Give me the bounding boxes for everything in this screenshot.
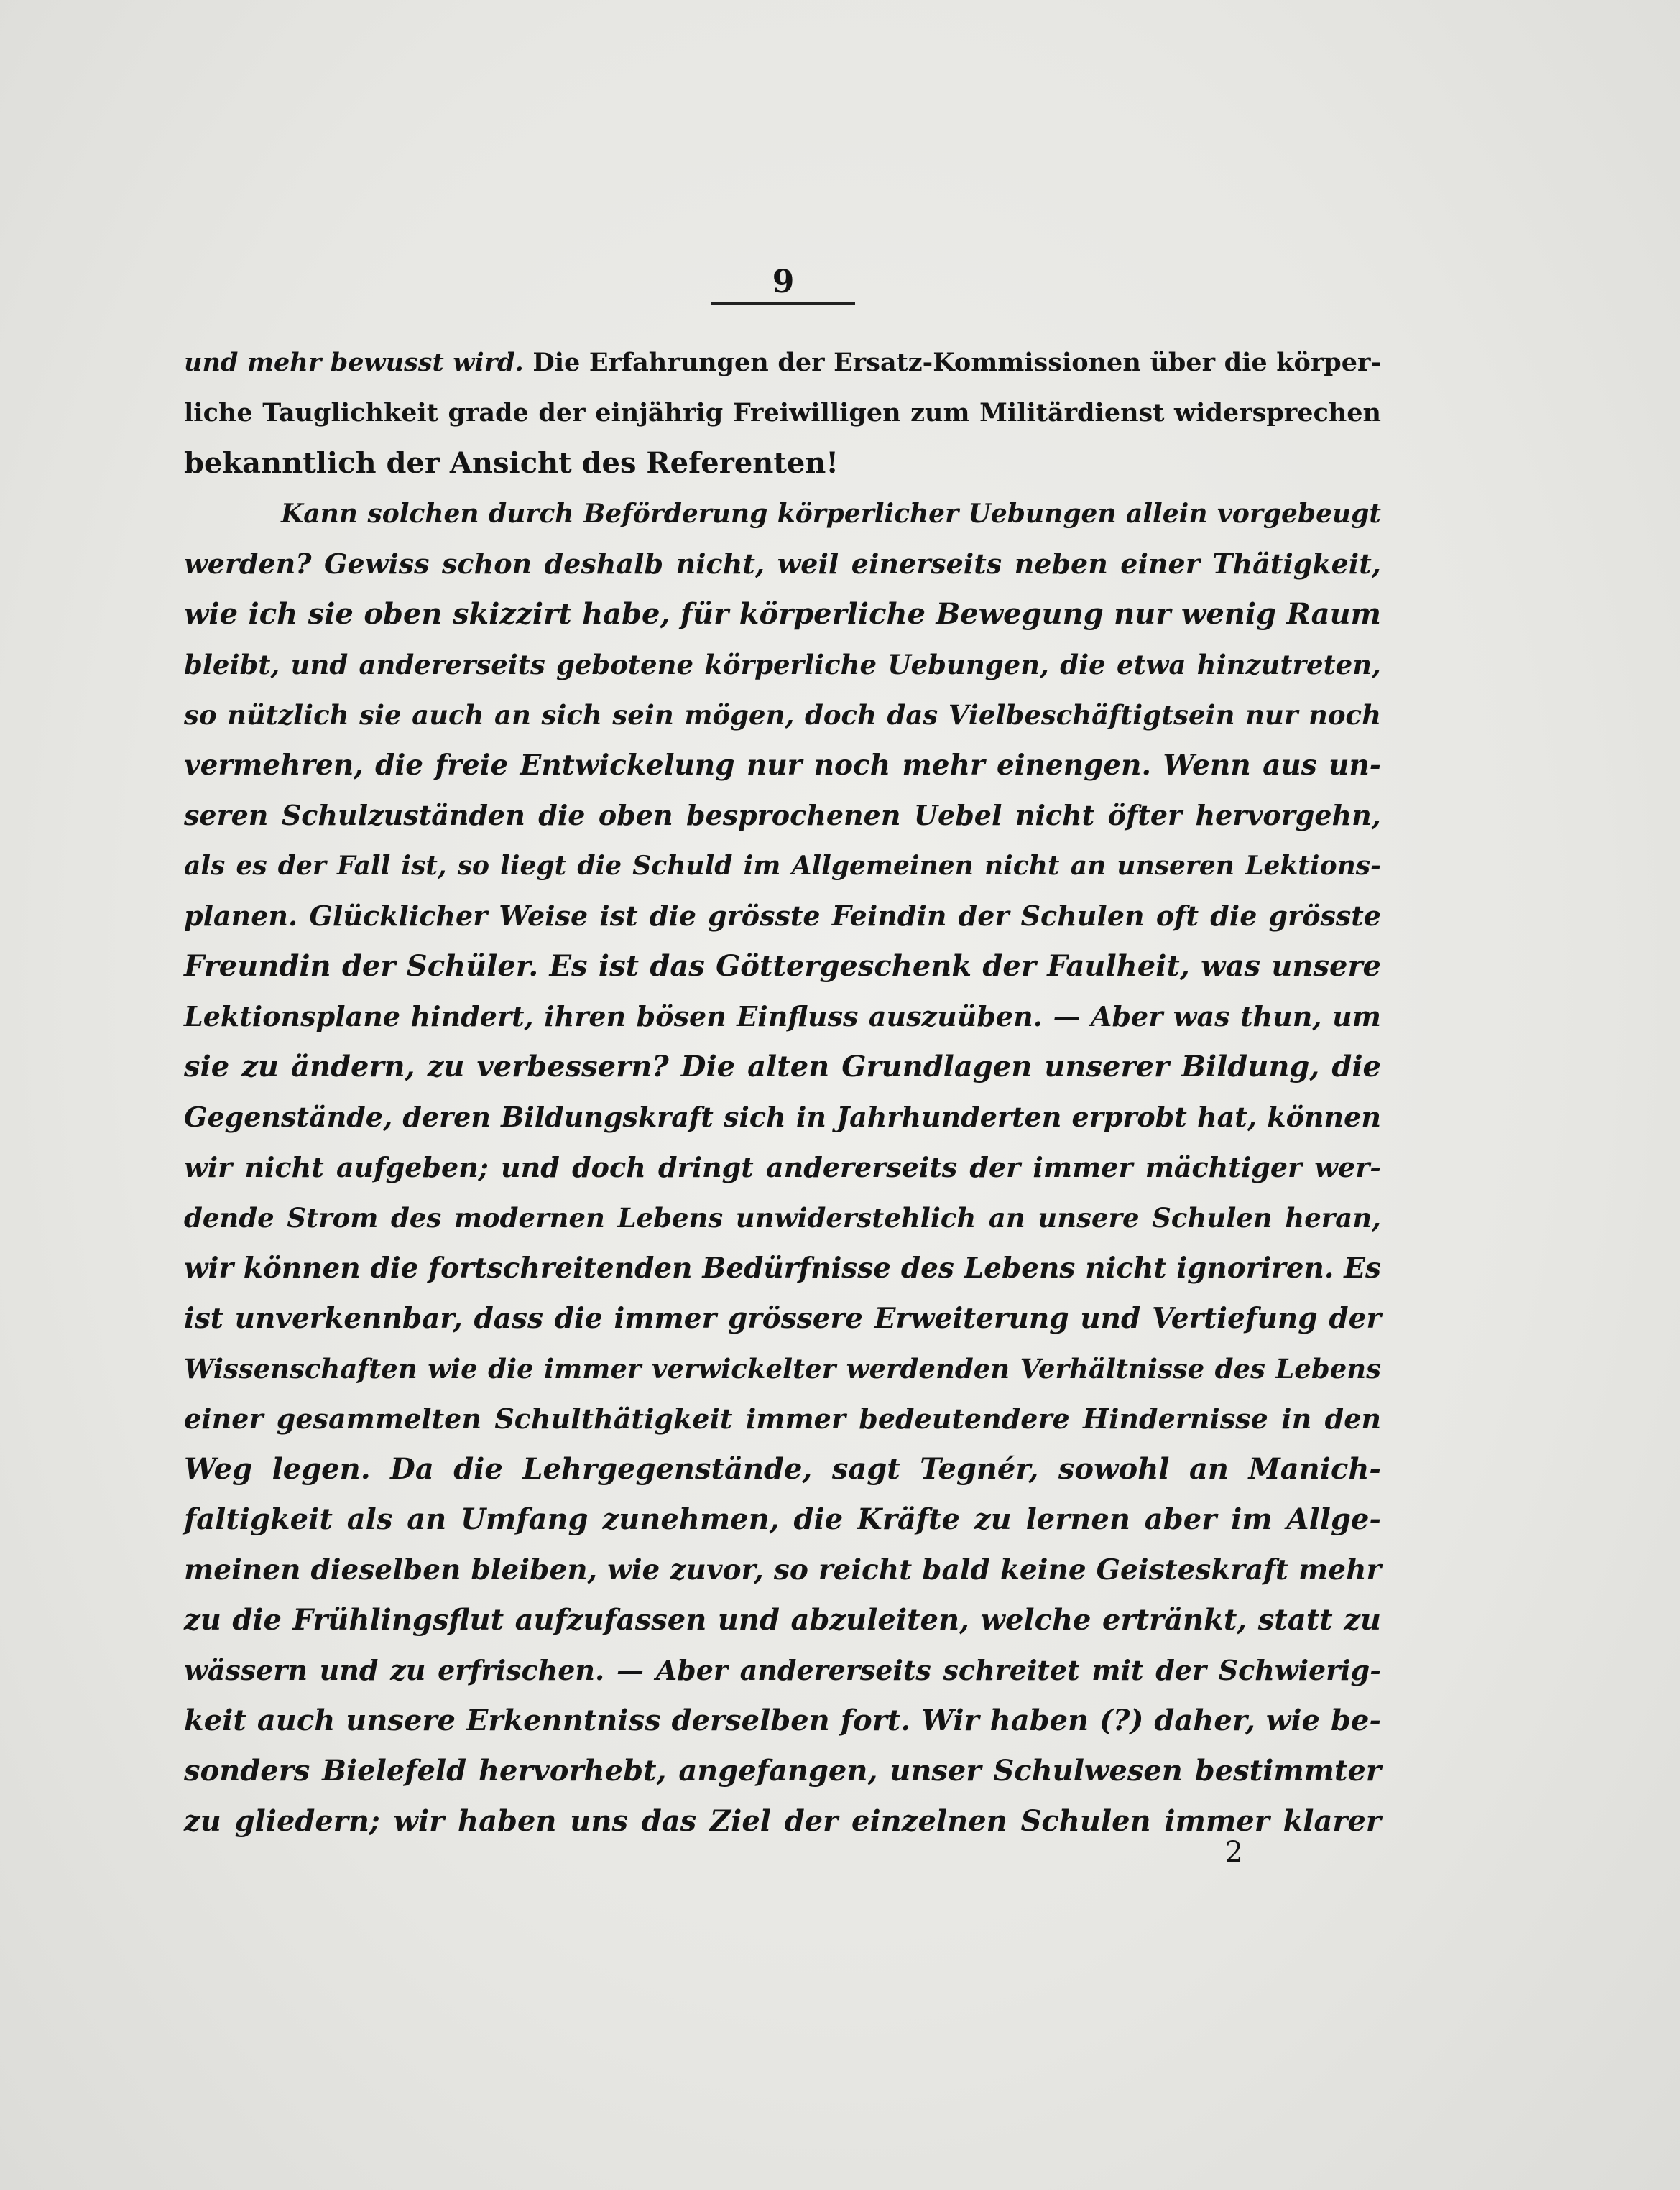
text-segment: wir nicht aufgeben; und doch dringt andererseits der immer mächtiger wer- [184,1151,1381,1183]
text-segment: wässern und zu erfrischen. — Aber andererseits schreitet mit der Schwierig- [184,1654,1381,1686]
text-segment: zu die Frühlingsflut aufzufassen und abzuleiten, welche ertränkt, statt zu [184,1603,1381,1637]
text-segment: ist unverkennbar, dass die immer grössere Erweiterung und Vertiefung der [184,1302,1381,1335]
text-line [184,790,1381,841]
text-line [184,1293,1381,1344]
text-segment: seren Schulzuständen die oben besprochenen Uebel nicht öfter hervorgehn, [184,799,1381,831]
text-segment: sie zu ändern, zu verbessern? Die alten Grundlagen unserer Bildung, die [184,1050,1381,1084]
text-line [184,1344,1381,1394]
text-line [184,589,1381,639]
text-segment: meinen dieselben bleiben, wie zuvor, so reicht bald keine Geisteskraft mehr [184,1553,1381,1586]
text-segment: vermehren, die freie Entwickelung nur noch mehr einengen. Wenn aus un- [184,749,1381,782]
text-segment: werden? Gewiss schon deshalb nicht, weil einerseits neben einer Thätigkeit, [184,548,1381,580]
text-line [184,690,1381,740]
text-line [184,1092,1381,1142]
text-line [184,941,1381,992]
text-line [184,1595,1381,1645]
text-line [184,1042,1381,1092]
text-line [184,338,1381,388]
text-line [184,1645,1381,1696]
text-line [184,1444,1381,1494]
text-segment: so nützlich sie auch an sich sein mögen, doch das Vielbeschäftigtsein nur noch [184,699,1381,731]
text-segment: Kann solchen durch Beförderung körperlicher Uebungen allein vorgebeugt [281,499,1381,529]
signature-mark: 2 [1224,1836,1243,1869]
text-segment: faltigkeit als an Umfang zunehmen, die Kräfte zu lernen aber im Allge- [184,1502,1381,1536]
text-line [184,1243,1381,1293]
text-segment: Freundin der Schüler. Es ist das Göttergeschenk der Faulheit, was unsere [184,949,1381,983]
text-segment: dende Strom des modernen Lebens unwiderstehlich an unsere Schulen heran, [184,1202,1381,1234]
text-segment: wie ich sie oben skizzirt habe, für körperliche Bewegung nur wenig Raum [184,597,1381,631]
text-segment: keit auch unsere Erkenntniss derselben fort. Wir haben (?) daher, wie be- [184,1704,1381,1737]
text-line [184,992,1381,1042]
text-segment: und mehr bewusst wird. [184,348,524,377]
text-segment: als es der Fall ist, so liegt die Schuld im Allgemeinen nicht an unseren Lektions- [184,851,1381,881]
text-line [184,539,1381,589]
text-segment: Wissenschaften wie die immer verwickelter werdenden Verhältnisse des Lebens [184,1353,1381,1385]
text-segment: sonders Bielefeld hervorhebt, angefangen, unser Schulwesen bestimmter [184,1754,1381,1788]
text-segment: einer gesammelten Schulthätigkeit immer bedeutendere Hindernisse in den [184,1403,1381,1435]
text-line [184,438,1381,489]
text-segment: Weg legen. Da die Lehrgegenstände, sagt Tegnér, sowohl an Manich- [184,1452,1381,1486]
text-segment: Gegenstände, deren Bildungskraft sich in Jahrhunderten erprobt hat, können [184,1101,1381,1133]
text-line [184,1494,1381,1545]
text-line [184,1193,1381,1243]
text-line [184,1394,1381,1444]
text-line [184,388,1381,438]
text-line [184,891,1381,941]
page-number: 9 [772,264,795,300]
text-line [184,639,1381,690]
text-segment: bekanntlich der Ansicht des Referenten! [184,446,839,480]
text-segment: Die Erfahrungen der Ersatz-Kommissionen über die körper- [523,348,1381,377]
text-line [184,1746,1381,1796]
text-line [184,489,1381,539]
header-rule [711,302,855,305]
body-text [184,338,1381,1847]
text-segment: Lektionsplane hindert, ihren bösen Einfluss auszuüben. — Aber was thun, um [184,1000,1381,1032]
text-line [184,740,1381,790]
text-segment: liche Tauglichkeit grade der einjährig Freiwilligen zum Militärdienst widersprechen [184,398,1381,428]
text-line [184,1696,1381,1746]
text-segment: zu gliedern; wir haben uns das Ziel der einzelnen Schulen immer klarer [184,1804,1381,1838]
text-segment: bleibt, und andererseits gebotene körperliche Uebungen, die etwa hinzutreten, [184,649,1381,680]
text-line [184,1142,1381,1193]
text-line [184,841,1381,891]
text-segment: wir können die fortschreitenden Bedürfnisse des Lebens nicht ignoriren. Es [184,1252,1381,1285]
text-segment: planen. Glücklicher Weise ist die grösste Feindin der Schulen oft die grösste [184,900,1381,932]
text-line [184,1545,1381,1595]
